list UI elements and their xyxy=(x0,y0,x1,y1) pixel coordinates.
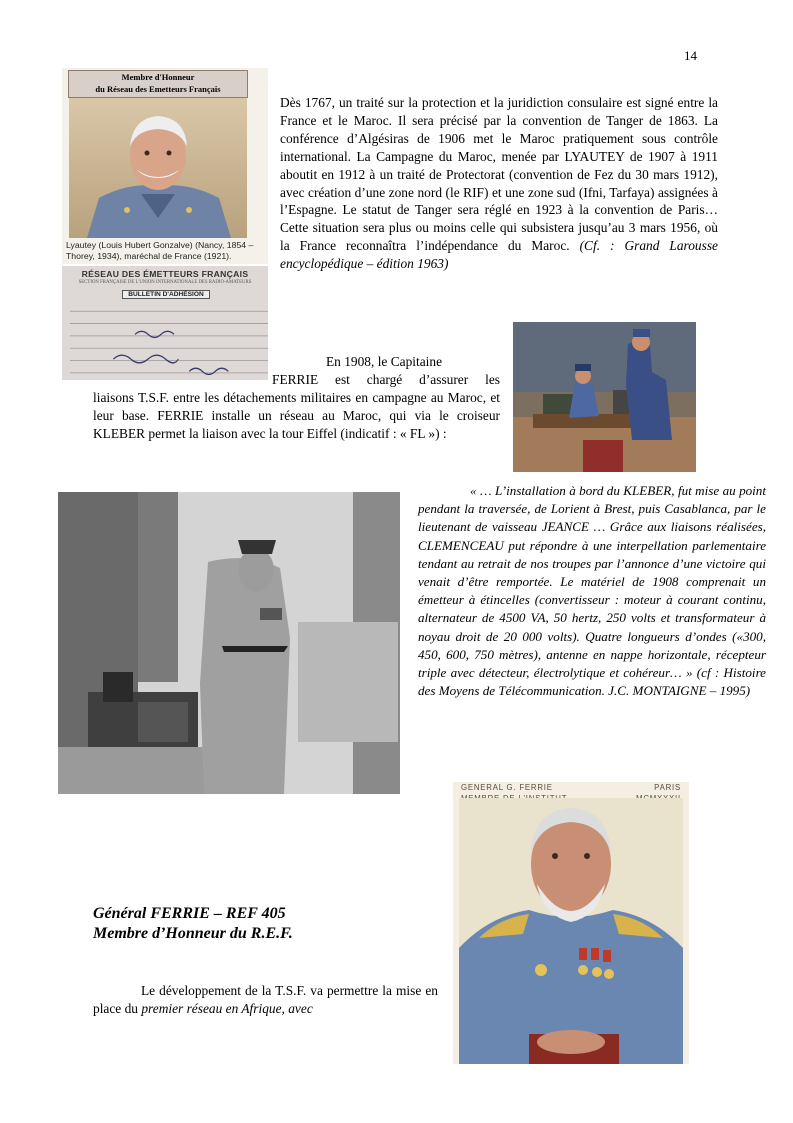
paragraph-tsf-africa xyxy=(93,982,438,1018)
caption-line2: Membre d’Honneur du R.E.F. xyxy=(93,925,293,942)
card-header xyxy=(68,70,248,98)
paragraph1-text: Dès 1767, un traité sur la protection et la juridiction consulaire est signé entre la France et le Maroc. Il sera précisé par la convention de Tanger de 1863. La conférence d’Algésiras de 1906 met le Maroc pratiquement sous contrôle international. La Campagne du Maroc, menée par LYAUTEY de 1907 à 1911 aboutit en 1912 à un traité de Protectorat (convention de Fez du 30 mars 1912), avec création d’une zone nord (le RIF) et une zone sud (Ifni, Tarfaya) assignées à l’Espagne. Le statut de Tanger sera réglé en 1923 à la convention de Paris… Cette situation sera plus ou moins celle qui subsistera jusqu’au 3 mars 1956, où la France reconnaîtra l’indépendance du Maroc. xyxy=(280,95,718,254)
paragraph-ferrie-rest: liaisons T.S.F. entre les détachements militaires en campagne au Maroc, et leur base. FERRIE installe un réseau au Maroc, qui via le croiseur KLEBER permet la liaison avec la tour Eiffel (indicatif : « FL ») : xyxy=(93,390,500,441)
ref-membership-form-image xyxy=(62,266,268,380)
form-bulletin-label: BULLETIN D'ADHÉSION xyxy=(122,290,210,299)
ferrie-photograph xyxy=(58,492,400,794)
page-number: 14 xyxy=(684,48,697,63)
paragraph-ferrie-line1: En 1908, le Capitaine xyxy=(326,354,443,369)
paragraph-protectorate xyxy=(280,94,718,273)
caption-line1: Général FERRIE – REF 405 xyxy=(93,905,286,922)
form-title: RÉSEAU DES ÉMETTEURS FRANÇAIS xyxy=(81,269,249,279)
paragraph1-citation: (Cf. : Grand Larousse encyclopédique – édition 1963) xyxy=(280,238,718,272)
general-ferrie-portrait xyxy=(453,782,689,1064)
lyautey-caption: Lyautey (Louis Hubert Gonzalve) (Nancy, 1854 – Thorey, 1934), maréchal de France (1921). xyxy=(66,240,254,261)
quote-kleber xyxy=(418,482,766,700)
portrait-painting xyxy=(459,798,683,1064)
paragraph-ferrie-line2: FERRIE est chargé d’assurer les xyxy=(272,372,500,387)
form-handwritten-lines xyxy=(70,302,268,380)
quote-text: « … L’installation à bord du KLEBER, fut mise au point pendant la traversée, de Lorient à Brest, puis Casablanca, par le lieutenant de vaisseau JEANCE … Grâce aux liaisons réalisées, CLEMENCEAU put répondre à une interpellation parlementaire tendant au retrait de nos troupes par l’annonce d’une victoire qui venait d’être remportée. Le matériel de 1908 comprenait un émetteur à étincelles (convertisseur : moteur à courant continu, alternateur de 4500 VA, 50 hertz, 250 volts et transformateur à noyau droit de 20 000 volts). Quatre longueurs d’ondes («300, 450, 600, 750 mètres), antenne en nappe horizontale, récepteur triple avec détecteur, électrolytique et cohéreur… » (cf : Histoire des Moyens de Télécommunication. J.C. MONTAIGNE – 1995) xyxy=(418,483,766,699)
lyautey-portrait xyxy=(69,98,247,238)
ferrie-caption xyxy=(93,904,293,944)
card-header-line2: du Réseau des Emetteurs Français xyxy=(95,84,221,94)
portrait-name: GENERAL G. FERRIE xyxy=(461,783,553,792)
radio-operators-image xyxy=(513,322,696,472)
form-subtitle: SECTION FRANÇAISE DE L'UNION INTERNATIONALE DES RADIO-AMATEURS xyxy=(78,280,252,285)
paragraph3-text: Le développement de la T.S.F. va permettre la mise en place du xyxy=(93,983,438,1016)
portrait-place: PARIS xyxy=(654,783,681,792)
card-header-line1: Membre d'Honneur xyxy=(121,72,195,82)
lyautey-card-image xyxy=(62,68,268,264)
paragraph3-italic: premier réseau en Afrique, avec xyxy=(141,1000,313,1016)
